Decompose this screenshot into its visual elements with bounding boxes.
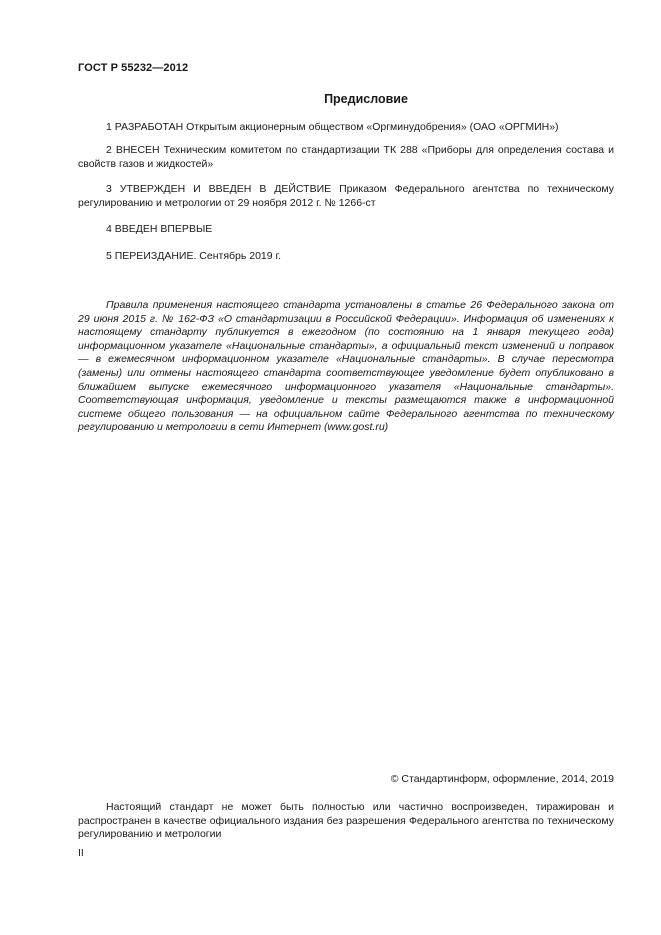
foreword-item-1: 1 РАЗРАБОТАН Открытым акционерным обществом «Оргминудобрения» (ОАО «ОРГМИН») [106, 121, 559, 133]
copyright-line: © Стандартинформ, оформление, 2014, 2019 [390, 773, 614, 785]
page-number: II [78, 847, 84, 859]
foreword-item-2: 2 ВНЕСЕН Техническим комитетом по стандартизации ТК 288 «Приборы для определения состава и свойств газов и жидкостей» [78, 144, 614, 170]
foreword-item-4: 4 ВВЕДЕН ВПЕРВЫЕ [106, 223, 213, 235]
standard-code: ГОСТ Р 55232—2012 [78, 62, 189, 74]
application-rules-notice: Правила применения настоящего стандарта установлены в статье 26 Федерального закона от 29 июня 2015 г. № 162-ФЗ «О стандартизации в Российской Федерации». Информация об изменениях к настоящему стандарту публикуется в ежегодном (по состоянию на 1 января текущего года) информационном указателе «Национальные стандарты», а официальный текст изменений и поправок — в ежемесячном информационном указателе «Национальные стандарты». В случае пересмотра (замены) или отмены настоящего стандарта соответствующее уведомление будет опубликовано в ближайшем выпуске ежемесячного информационного указателя «Национальные стандарты». Соответствующая информация, уведомление и тексты размещаются также в информационной системе общего пользования — на официальном сайте Федерального агентства по техническому регулированию и метрологии в сети Интернет (www.gost.ru) [78, 299, 614, 434]
foreword-item-5: 5 ПЕРЕИЗДАНИЕ. Сентябрь 2019 г. [106, 250, 281, 262]
foreword-item-3: 3 УТВЕРЖДЕН И ВВЕДЕН В ДЕЙСТВИЕ Приказом Федерального агентства по техническому регулированию и метрологии от 29 ноября 2012 г. № 1266-ст [78, 183, 614, 209]
section-title: Предисловие [324, 92, 408, 106]
reproduction-notice: Настоящий стандарт не может быть полностью или частично воспроизведен, тиражирован и распространен в качестве официального издания без разрешения Федерального агентства по техническому регулированию и метрологии [78, 801, 614, 840]
